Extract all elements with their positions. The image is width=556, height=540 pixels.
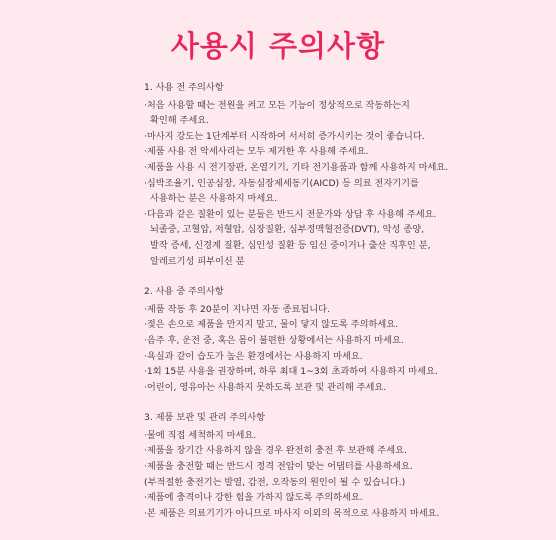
precaution-line: 알레르기성 피부이신 분 — [150, 255, 245, 267]
precaution-line: 확인해 주세요. — [150, 115, 210, 127]
section-heading: 2. 사용 중 주의사항 — [144, 286, 224, 298]
precaution-line: (부적절한 충전기는 발열, 감전, 오작동의 원인이 될 수 있습니다.) — [144, 476, 406, 488]
precaution-section — [144, 410, 474, 521]
precaution-line: ·음주 후, 운전 중, 혹은 몸이 불편한 상황에서는 사용하지 마세요. — [144, 334, 404, 346]
section-heading: 3. 제품 보관 및 관리 주의사항 — [144, 412, 265, 424]
precaution-line: ·제품에 충격이나 강한 힘을 가하지 않도록 주의하세요. — [144, 492, 363, 504]
page-title: 사용시 주의사항 — [170, 29, 386, 63]
precautions-content — [144, 80, 474, 536]
precaution-line: ·제품을 사용 시 전기장판, 온열기기, 기타 전기용품과 함께 사용하지 마세요. — [144, 161, 449, 173]
precaution-line: ·제품 사용 전 악세사리는 모두 제거한 후 사용해 주세요. — [144, 146, 369, 158]
precaution-line: ·다음과 같은 질환이 있는 분들은 반드시 전문가와 상담 후 사용해 주세요. — [144, 208, 437, 220]
precaution-line: ·제품을 충전할 때는 반드시 정격 전압이 맞는 어댑터를 사용하세요. — [144, 461, 413, 473]
precaution-line: ·본 제품은 의료기기가 아니므로 마사지 이외의 목적으로 사용하지 마세요. — [144, 507, 440, 519]
precaution-line: 뇌졸중, 고혈압, 저혈압, 심장질환, 심부정맥혈전증(DVT), 악성 종양, — [150, 224, 425, 236]
precaution-line: ·마사지 강도는 1단계부터 시작하여 서서히 증가시키는 것이 좋습니다. — [144, 130, 425, 142]
precaution-line: ·어린이, 영유아는 사용하지 못하도록 보관 및 관리해 주세요. — [144, 381, 387, 393]
precaution-section — [144, 284, 474, 395]
precaution-line: ·심박조율기, 인공심장, 자동심장제세동기(AICD) 등 의료 전자기기를 — [144, 177, 419, 189]
precaution-line: ·물에 직접 세척하지 마세요. — [144, 429, 257, 441]
precaution-line: ·1회 15분 사용을 권장하며, 하루 최대 1~3회 초과하여 사용하지 마세요. — [144, 366, 438, 378]
precaution-line: 사용하는 분은 사용하지 마세요. — [150, 193, 278, 205]
section-heading: 1. 사용 전 주의사항 — [144, 82, 224, 93]
precaution-section — [144, 80, 474, 269]
precaution-line: ·욕실과 같이 습도가 높은 환경에서는 사용하지 마세요. — [144, 350, 363, 362]
precaution-line: ·제품을 장기간 사용하지 않을 경우 완전히 충전 후 보관해 주세요. — [144, 445, 407, 457]
precaution-line: ·처음 사용할 때는 전원을 켜고 모든 기능이 정상적으로 작동하는지 — [144, 99, 410, 111]
precaution-line: ·젖은 손으로 제품을 만지지 말고, 물이 닿지 않도록 주의하세요. — [144, 319, 399, 331]
precaution-line: ·제품 작동 후 20분이 지나면 자동 종료됩니다. — [144, 303, 330, 315]
precaution-line: 발작 증세, 신경계 질환, 심인성 질환 등 임신 중이거나 출산 직후인 분, — [150, 239, 431, 251]
